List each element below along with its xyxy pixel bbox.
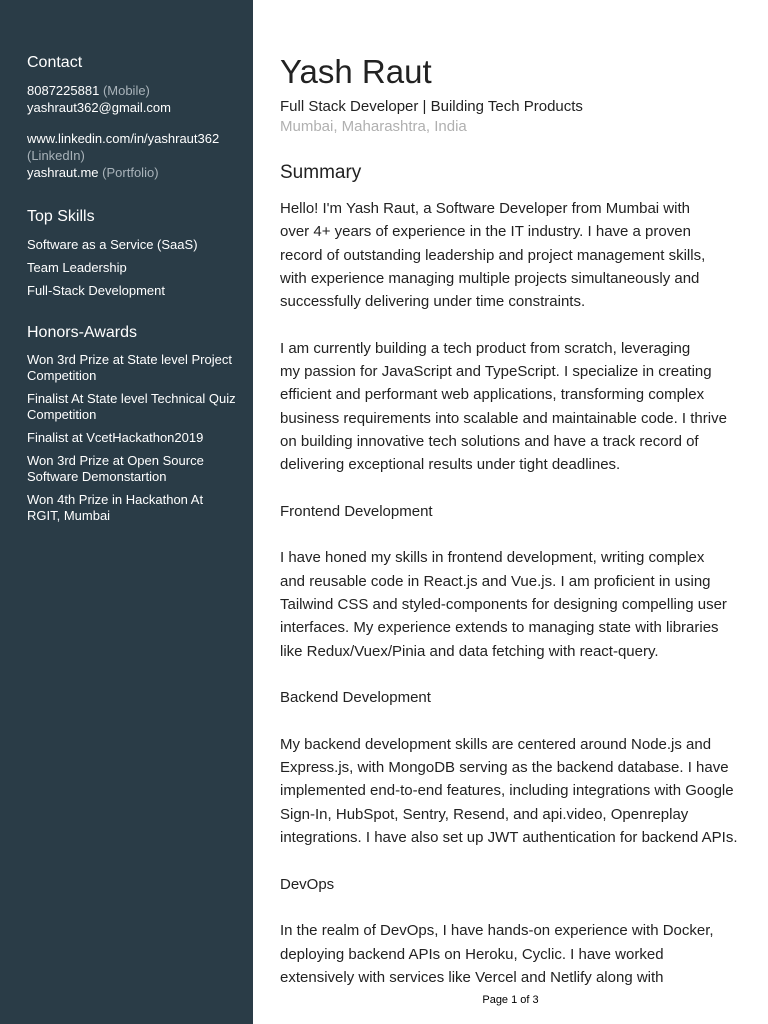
summary-line: Frontend Development <box>280 502 433 520</box>
skills-list <box>27 237 243 299</box>
linkedin-link[interactable]: www.linkedin.com/in/yashraut362 <box>27 131 220 146</box>
honor-item <box>27 453 243 485</box>
portfolio-label: (Portfolio) <box>102 165 159 180</box>
summary-line: My backend development skills are centered around Node.js and <box>280 735 712 753</box>
skill-item: Team Leadership <box>27 260 127 275</box>
summary-line: like Redux/Vuex/Pinia and data fetching with react-query. <box>280 642 659 660</box>
summary-line: delivering exceptional results under tight deadlines. <box>280 456 621 474</box>
summary-body <box>280 197 750 989</box>
summary-line <box>280 710 750 733</box>
summary-line <box>280 896 750 919</box>
summary-line: Tailwind CSS and styled-components for designing compelling user <box>280 596 727 614</box>
honor-line: Finalist at VcetHackathon2019 <box>27 430 204 445</box>
summary-line: deploying backend APIs on Heroku, Cyclic. I have worked <box>280 945 664 963</box>
honor-item <box>27 352 243 384</box>
summary-line <box>280 313 750 336</box>
summary-line <box>280 477 750 500</box>
summary-line: record of outstanding leadership and project management skills, <box>280 246 706 264</box>
sidebar <box>0 0 253 1024</box>
honors-awards-heading: Honors-Awards <box>27 324 137 341</box>
email-link[interactable]: yashraut362@gmail.com <box>27 100 171 115</box>
summary-line: and reusable code in React.js and Vue.js. I am proficient in using <box>280 572 711 590</box>
phone-number[interactable]: 8087225881 <box>27 83 100 98</box>
honor-item <box>27 430 243 446</box>
summary-line: successfully delivering under time constraints. <box>280 293 586 311</box>
summary-line: I am currently building a tech product from scratch, leveraging <box>280 339 691 357</box>
profile-headline: Full Stack Developer | Building Tech Products <box>280 98 583 115</box>
summary-line: my passion for JavaScript and TypeScript. I specialize in creating <box>280 363 712 381</box>
page-number: Page 1 of 3 <box>482 994 539 1006</box>
summary-line: integrations. I have also set up JWT authentication for backend APIs. <box>280 829 738 847</box>
phone-line <box>27 82 243 99</box>
honor-line: Won 4th Prize in Hackathon At <box>27 492 204 507</box>
skill-item: Full-Stack Development <box>27 283 165 298</box>
summary-line <box>280 849 750 872</box>
summary-line: on building innovative tech solutions and have a track record of <box>280 432 699 450</box>
honor-line: Won 3rd Prize at State level Project <box>27 352 232 367</box>
honor-line: Competition <box>27 407 97 422</box>
summary-line: Backend Development <box>280 689 431 707</box>
summary-line: with experience managing multiple projects simultaneously and <box>280 269 700 287</box>
top-skills-heading: Top Skills <box>27 208 95 225</box>
summary-line: over 4+ years of experience in the IT industry. I have a proven <box>280 223 691 241</box>
summary-line: In the realm of DevOps, I have hands-on experience with Docker, <box>280 922 714 940</box>
honors-list <box>27 352 243 524</box>
phone-type: (Mobile) <box>102 83 150 98</box>
summary-line: efficient and performant web applications, transforming complex <box>280 386 705 404</box>
portfolio-line <box>27 164 243 181</box>
summary-line: Sign-In, HubSpot, Sentry, Resend, and api.video, Openreplay <box>280 805 689 823</box>
honor-line: Competition <box>27 368 97 383</box>
portfolio-link[interactable]: yashraut.me <box>27 165 99 180</box>
contact-block <box>27 82 243 181</box>
summary-line: Express.js, with MongoDB serving as the backend database. I have <box>280 759 729 777</box>
honor-line: RGIT, Mumbai <box>27 508 111 523</box>
summary-line: Hello! I'm Yash Raut, a Software Developer from Mumbai with <box>280 200 690 217</box>
contact-heading: Contact <box>27 54 83 71</box>
honor-item <box>27 391 243 423</box>
summary-line: interfaces. My experience extends to managing state with libraries <box>280 619 719 637</box>
summary-line: implemented end-to-end features, including integrations with Google <box>280 782 734 800</box>
linkedin-label: (LinkedIn) <box>27 148 85 163</box>
profile-name: Yash Raut <box>280 53 432 90</box>
summary-line: extensively with services like Vercel and Netlify along with <box>280 968 664 986</box>
summary-line: DevOps <box>280 875 335 893</box>
summary-line <box>280 663 750 686</box>
honor-line: Finalist At State level Technical Quiz <box>27 391 236 406</box>
honor-line: Software Demonstartion <box>27 469 167 484</box>
summary-line: I have honed my skills in frontend development, writing complex <box>280 549 705 567</box>
main-content <box>280 0 750 1024</box>
summary-line: business requirements into scalable and maintainable code. I thrive <box>280 409 727 427</box>
honor-line: Won 3rd Prize at Open Source <box>27 453 204 468</box>
summary-line <box>280 523 750 546</box>
skill-item: Software as a Service (SaaS) <box>27 237 198 252</box>
profile-location: Mumbai, Maharashtra, India <box>280 118 467 135</box>
summary-heading: Summary <box>280 162 362 183</box>
honor-item <box>27 492 243 524</box>
